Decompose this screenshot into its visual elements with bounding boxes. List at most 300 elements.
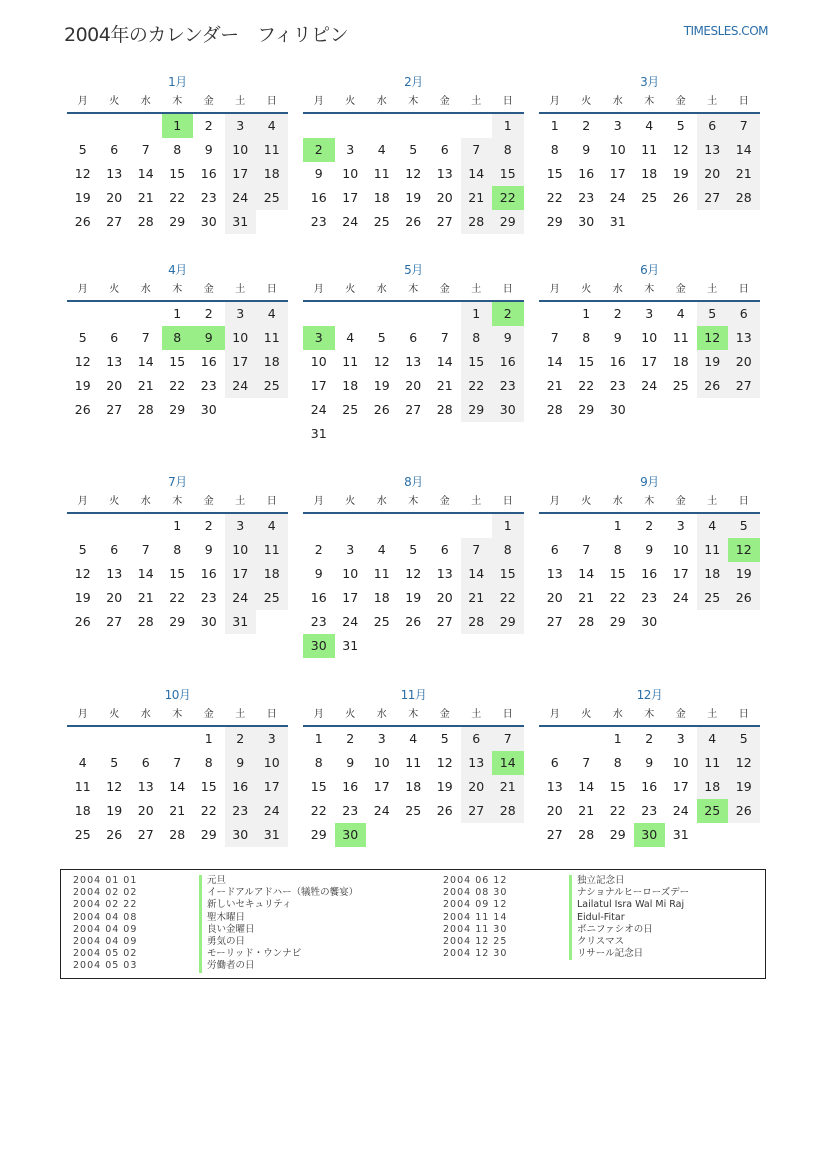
day-cell: 9 [492,326,524,350]
holiday-date: 2004 04 08 [73,911,138,923]
day-cell: 3 [676,731,685,746]
day-cell: 15 [169,166,186,181]
day-cell: 7 [582,542,591,557]
day-grid [539,727,760,847]
day-cell: 25 [697,586,729,610]
day-cell: 27 [728,374,760,398]
day-cell: 8 [492,538,524,562]
day-cell: 3 [676,518,685,533]
day-cell: 31 [609,214,626,229]
weekday-label: 火 [109,496,120,507]
day-cell: 3 [346,542,355,557]
day-cell: 15 [169,354,186,369]
day-cell: 5 [409,142,418,157]
empty-cell [335,114,367,138]
empty-cell [303,514,335,538]
weekday-label: 金 [439,709,450,720]
day-cell: 4 [409,731,418,746]
day-cell: 12 [74,166,91,181]
month-8 [303,472,524,658]
day-cell: 18 [373,190,390,205]
day-cell: 21 [546,378,563,393]
day-cell: 17 [672,566,689,581]
day-cell: 11 [373,166,390,181]
day-grid [67,727,288,847]
day-cell: 22 [578,378,595,393]
day-cell: 31 [342,638,359,653]
day-grid [67,114,288,234]
weekday-label: 火 [345,496,356,507]
day-cell: 1 [492,114,524,138]
empty-cell [130,302,162,326]
day-cell: 21 [461,586,493,610]
day-cell: 28 [137,614,154,629]
day-cell: 16 [200,354,217,369]
day-cell: 25 [256,586,288,610]
day-cell: 30 [200,214,217,229]
day-cell: 5 [78,142,87,157]
empty-cell [398,114,430,138]
day-cell: 21 [137,378,154,393]
day-cell: 10 [641,330,658,345]
day-cell: 3 [613,118,622,133]
month-name: 8月 [404,475,423,489]
day-cell: 16 [225,775,257,799]
day-cell: 31 [672,827,689,842]
day-cell: 10 [225,138,257,162]
weekday-label: 水 [140,284,151,295]
holiday-row [443,912,689,924]
day-cell: 25 [641,190,658,205]
day-cell: 22 [169,590,186,605]
weekday-label: 火 [345,284,356,295]
day-grid [67,302,288,422]
empty-cell [130,727,162,751]
day-cell: 17 [672,779,689,794]
weekday-label: 土 [471,709,482,720]
day-cell: 9 [645,542,654,557]
weekday-label: 水 [376,709,387,720]
day-cell: 8 [204,755,213,770]
day-grid [539,514,760,634]
day-cell: 11 [697,751,729,775]
weekday-label: 月 [77,284,88,295]
page-title: 2004年のカレンダー フィリピン [64,24,349,46]
day-cell: 3 [225,114,257,138]
day-cell: 23 [342,803,359,818]
weekday-header [539,92,760,114]
day-cell: 11 [342,354,359,369]
day-cell: 2 [645,731,654,746]
holiday-cell: 12 [697,326,729,350]
day-cell: 27 [697,186,729,210]
day-cell: 13 [436,566,453,581]
day-cell: 20 [436,590,453,605]
weekday-label: 土 [235,709,246,720]
holiday-date: 2004 02 22 [73,899,138,911]
day-cell: 18 [373,590,390,605]
holiday-row [73,960,358,972]
weekday-label: 土 [707,496,718,507]
day-cell: 20 [137,803,154,818]
day-cell: 28 [578,827,595,842]
day-cell: 16 [641,779,658,794]
empty-cell [539,727,571,751]
weekday-label: 火 [109,96,120,107]
day-cell: 26 [74,214,91,229]
day-cell: 2 [204,306,213,321]
day-cell: 30 [492,398,524,422]
weekday-label: 水 [140,96,151,107]
day-cell: 1 [173,518,182,533]
day-cell: 8 [314,755,323,770]
day-cell: 13 [697,138,729,162]
day-cell: 6 [550,755,559,770]
weekday-label: 火 [581,496,592,507]
day-cell: 28 [492,799,524,823]
day-cell: 29 [169,402,186,417]
empty-cell [366,114,398,138]
day-cell: 24 [373,803,390,818]
day-cell: 21 [578,590,595,605]
day-cell: 14 [578,566,595,581]
day-cell: 18 [342,378,359,393]
weekday-label: 木 [408,96,419,107]
weekday-header [67,705,288,727]
day-cell: 18 [256,350,288,374]
day-cell: 9 [204,142,213,157]
day-cell: 5 [728,727,760,751]
day-cell: 4 [256,514,288,538]
weekday-label: 火 [581,709,592,720]
day-cell: 6 [110,330,119,345]
day-cell: 16 [492,350,524,374]
day-cell: 20 [728,350,760,374]
empty-cell [429,514,461,538]
day-cell: 13 [461,751,493,775]
weekday-label: 日 [502,496,513,507]
day-cell: 29 [609,614,626,629]
day-cell: 19 [405,190,422,205]
day-cell: 31 [256,823,288,847]
day-cell: 30 [578,214,595,229]
holiday-date: 2004 01 01 [73,875,138,886]
weekday-header [539,492,760,514]
empty-cell [429,114,461,138]
day-cell: 30 [641,614,658,629]
empty-cell [366,514,398,538]
weekday-label: 土 [707,709,718,720]
holiday-name: ボニファシオの日 [569,924,653,936]
holiday-name: 新しいセキュリティ [199,899,292,911]
weekday-label: 水 [140,496,151,507]
holiday-date: 2004 08 30 [443,887,508,899]
empty-cell [461,514,493,538]
day-cell: 23 [225,799,257,823]
weekday-label: 月 [77,496,88,507]
day-cell: 8 [582,330,591,345]
weekday-label: 水 [376,496,387,507]
day-cell: 17 [609,166,626,181]
day-cell: 2 [645,518,654,533]
day-cell: 14 [137,566,154,581]
day-cell: 30 [225,823,257,847]
day-cell: 29 [492,210,524,234]
weekday-header [303,705,524,727]
month-name: 3月 [640,75,659,89]
holiday-row [443,948,689,960]
day-cell: 26 [405,614,422,629]
day-cell: 24 [672,590,689,605]
day-cell: 15 [461,350,493,374]
day-cell: 18 [256,162,288,186]
day-cell: 10 [225,326,257,350]
day-cell: 7 [141,142,150,157]
day-cell: 16 [310,590,327,605]
empty-cell [99,727,131,751]
day-cell: 4 [645,118,654,133]
day-cell: 5 [440,731,449,746]
day-cell: 15 [200,779,217,794]
holiday-row [443,887,689,899]
holiday-name: 聖木曜日 [199,912,245,924]
day-cell: 10 [256,751,288,775]
empty-cell [130,514,162,538]
holiday-name: Lailatul Isra Wal Mi Raj [569,899,684,911]
day-cell: 5 [697,302,729,326]
day-cell: 27 [546,827,563,842]
day-cell: 9 [314,166,323,181]
day-cell: 17 [342,590,359,605]
day-cell: 14 [137,166,154,181]
day-cell: 2 [204,518,213,533]
day-cell: 22 [169,190,186,205]
weekday-label: 水 [612,496,623,507]
day-cell: 11 [256,326,288,350]
day-cell: 11 [697,538,729,562]
day-cell: 24 [256,799,288,823]
empty-cell [162,727,194,751]
day-cell: 28 [461,210,493,234]
holiday-cell: 25 [697,799,729,823]
day-cell: 17 [310,378,327,393]
day-cell: 13 [728,326,760,350]
month-9 [539,472,760,634]
weekday-label: 月 [549,96,560,107]
weekday-header [303,492,524,514]
day-cell: 18 [697,775,729,799]
day-cell: 23 [200,590,217,605]
day-grid [67,514,288,634]
day-cell: 12 [106,779,123,794]
day-cell: 1 [613,731,622,746]
day-cell: 1 [314,731,323,746]
day-cell: 5 [110,755,119,770]
day-cell: 12 [672,142,689,157]
day-cell: 2 [613,306,622,321]
weekday-label: 金 [203,284,214,295]
day-cell: 25 [342,402,359,417]
weekday-header [67,92,288,114]
empty-cell [398,302,430,326]
day-cell: 9 [613,330,622,345]
weekday-label: 日 [738,284,749,295]
day-cell: 29 [609,827,626,842]
holiday-row [443,924,689,936]
day-cell: 5 [377,330,386,345]
weekday-label: 金 [439,496,450,507]
day-cell: 29 [169,214,186,229]
day-cell: 21 [169,803,186,818]
weekday-label: 木 [172,496,183,507]
empty-cell [398,514,430,538]
day-cell: 13 [106,566,123,581]
day-cell: 13 [546,779,563,794]
holiday-cell: 22 [492,186,524,210]
empty-cell [99,114,131,138]
month-3 [539,72,760,234]
weekday-label: 土 [707,284,718,295]
day-cell: 22 [169,378,186,393]
holiday-name: クリスマス [569,936,624,948]
weekday-label: 金 [675,496,686,507]
day-cell: 24 [672,803,689,818]
day-cell: 26 [728,586,760,610]
day-cell: 29 [200,827,217,842]
empty-cell [429,302,461,326]
weekday-label: 水 [612,284,623,295]
weekday-label: 木 [172,709,183,720]
day-cell: 25 [373,614,390,629]
holiday-row [443,936,689,948]
weekday-header [67,280,288,302]
month-name: 4月 [168,263,187,277]
day-cell: 27 [546,614,563,629]
day-cell: 4 [377,542,386,557]
weekday-label: 水 [612,709,623,720]
day-cell: 15 [578,354,595,369]
holiday-date: 2004 05 03 [73,960,138,972]
weekday-label: 日 [266,496,277,507]
day-cell: 17 [225,350,257,374]
empty-cell [335,302,367,326]
day-cell: 18 [641,166,658,181]
weekday-label: 月 [77,709,88,720]
holiday-date: 2004 05 02 [73,948,138,960]
weekday-label: 金 [203,96,214,107]
day-cell: 19 [697,350,729,374]
day-cell: 27 [106,614,123,629]
weekday-label: 木 [408,496,419,507]
day-cell: 26 [74,402,91,417]
month-name: 9月 [640,475,659,489]
day-cell: 4 [346,330,355,345]
day-cell: 26 [74,614,91,629]
day-cell: 14 [461,562,493,586]
weekday-label: 水 [612,96,623,107]
holiday-cell: 30 [634,823,666,847]
empty-cell [303,302,335,326]
day-cell: 19 [373,378,390,393]
weekday-label: 土 [471,496,482,507]
day-cell: 10 [609,142,626,157]
day-cell: 4 [697,727,729,751]
day-cell: 2 [225,727,257,751]
day-cell: 24 [342,614,359,629]
weekday-label: 火 [345,709,356,720]
holiday-name: ナショナルヒーローズデー [569,887,689,899]
day-cell: 23 [641,803,658,818]
day-cell: 15 [609,566,626,581]
day-cell: 20 [106,190,123,205]
day-cell: 28 [546,402,563,417]
day-cell: 28 [137,214,154,229]
holiday-list-right [443,875,689,960]
day-grid [303,114,524,234]
holiday-cell: 30 [303,634,335,658]
day-cell: 3 [225,514,257,538]
day-cell: 27 [461,799,493,823]
day-cell: 20 [546,803,563,818]
day-cell: 1 [582,306,591,321]
day-cell: 10 [310,354,327,369]
day-cell: 13 [106,354,123,369]
day-cell: 3 [377,731,386,746]
weekday-label: 金 [203,496,214,507]
day-cell: 21 [436,378,453,393]
day-cell: 4 [256,114,288,138]
holiday-date: 2004 06 12 [443,875,508,886]
day-cell: 13 [546,566,563,581]
day-cell: 14 [728,138,760,162]
weekday-label: 日 [502,96,513,107]
day-cell: 12 [436,755,453,770]
day-cell: 8 [173,542,182,557]
site-logo[interactable]: TIMESLES.COM [683,24,768,38]
day-cell: 12 [74,354,91,369]
holiday-row [443,875,689,887]
day-cell: 15 [546,166,563,181]
day-cell: 26 [728,799,760,823]
day-cell: 27 [436,614,453,629]
day-cell: 1 [550,118,559,133]
holiday-cell: 8 [162,326,194,350]
day-cell: 12 [405,566,422,581]
day-cell: 11 [256,138,288,162]
day-cell: 20 [106,590,123,605]
month-4 [67,260,288,422]
day-cell: 7 [461,538,493,562]
day-cell: 17 [225,162,257,186]
day-cell: 29 [169,614,186,629]
holiday-row [73,899,358,911]
weekday-label: 土 [235,96,246,107]
weekday-label: 金 [675,96,686,107]
weekday-label: 土 [707,96,718,107]
day-cell: 19 [436,779,453,794]
holiday-name: リサール記念日 [569,948,643,960]
day-cell: 6 [728,302,760,326]
day-cell: 19 [405,590,422,605]
day-cell: 8 [613,542,622,557]
month-name: 12月 [636,688,663,702]
day-cell: 2 [314,542,323,557]
day-cell: 5 [728,514,760,538]
month-10 [67,685,288,847]
holiday-date: 2004 09 12 [443,899,508,911]
day-cell: 7 [728,114,760,138]
day-cell: 14 [436,354,453,369]
